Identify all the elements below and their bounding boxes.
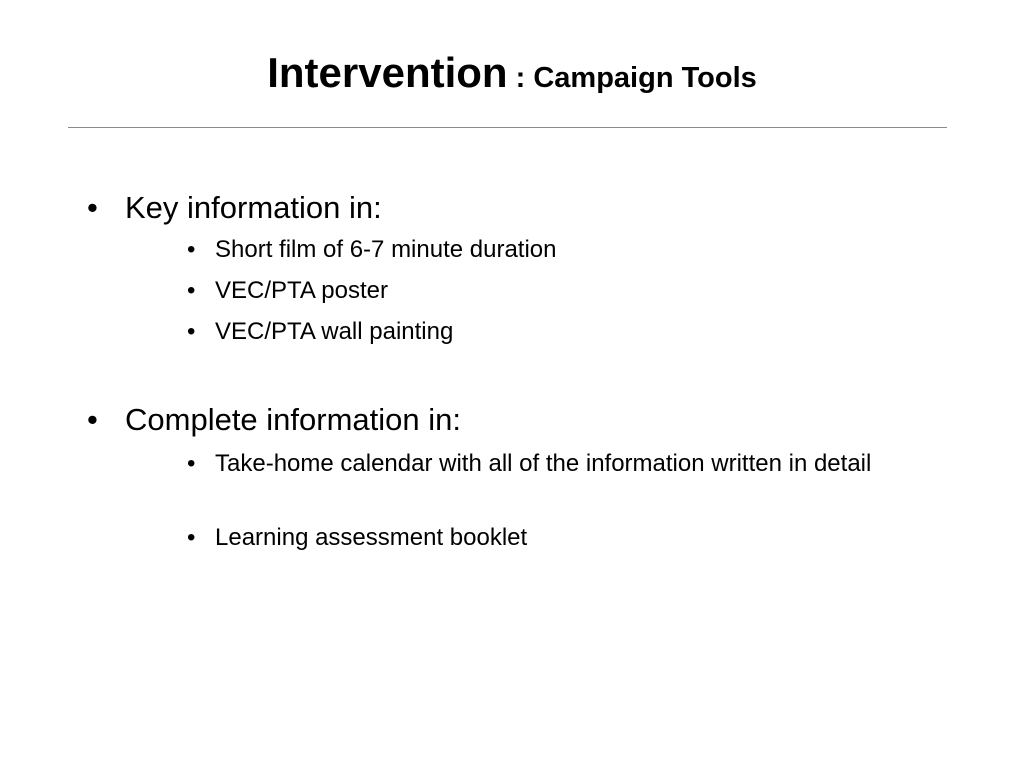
list-item-heading: Key information in: [125,190,382,225]
list-item [187,522,947,554]
list-item-label: VEC/PTA wall painting [215,318,454,345]
title-divider [68,127,947,128]
list-item-label: VEC/PTA poster [215,277,388,304]
list-item-label: Take-home calendar with all of the information written in detail [215,450,872,477]
bullet-icon: • [87,402,98,437]
bullet-icon: • [187,277,196,304]
slide-title [0,49,1024,96]
list-item [187,448,947,480]
bullet-icon: • [187,524,196,551]
bullet-icon: • [187,236,196,263]
list-item [187,275,947,307]
list-item-label: Learning assessment booklet [215,524,528,551]
list-item-heading: Complete information in: [125,402,461,437]
list-item [187,234,947,266]
list-item-label: Short film of 6-7 minute duration [215,236,557,263]
slide-title-main: Intervention [267,49,508,96]
list-item [187,316,947,348]
slide-title-subtitle: : Campaign Tools [507,62,757,94]
bullet-icon: • [187,318,196,345]
bullet-icon: • [187,450,196,477]
bullet-icon: • [87,190,98,225]
